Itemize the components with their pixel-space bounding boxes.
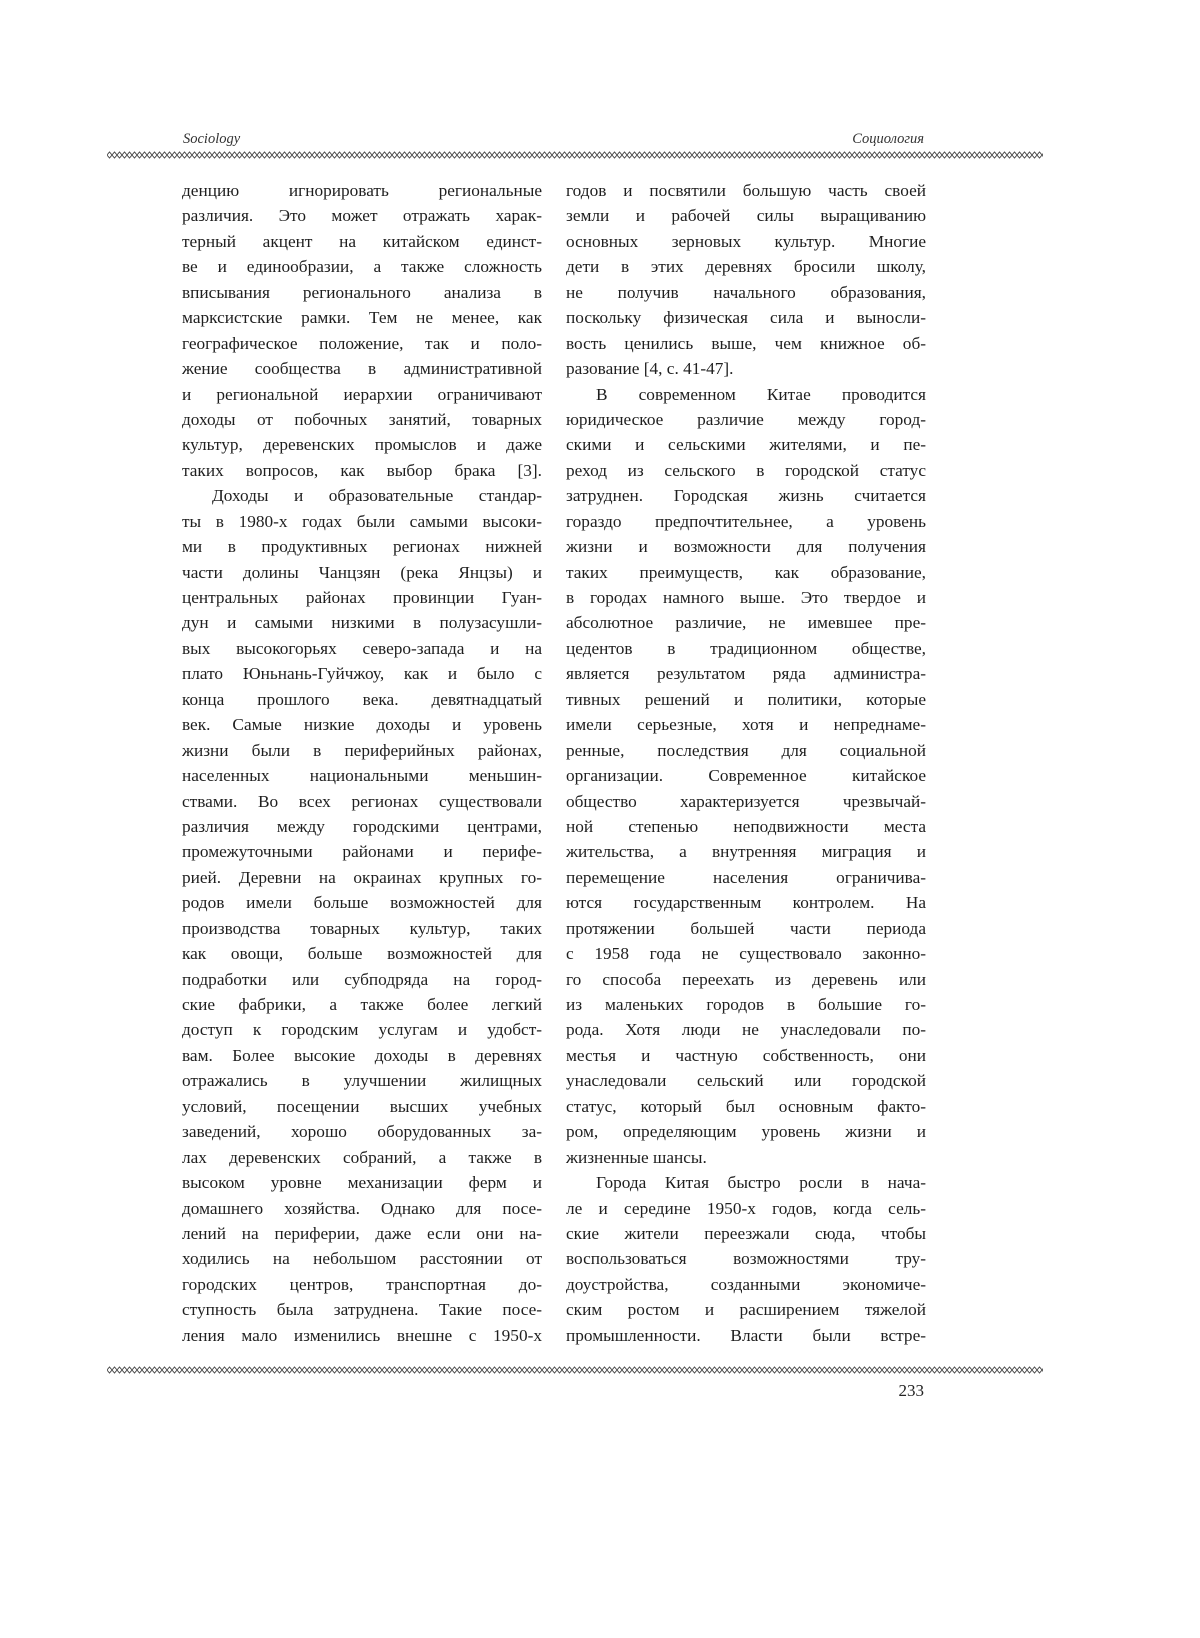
text-line: городских центров, транспортная до- (182, 1272, 542, 1297)
paragraph (566, 178, 926, 382)
text-line: ной степенью неподвижности места (566, 814, 926, 839)
text-line: доступ к городским услугам и удобст- (182, 1017, 542, 1042)
text-line: ским ростом и расширением тяжелой (566, 1297, 926, 1322)
text-line: условий, посещении высших учебных (182, 1094, 542, 1119)
text-line: ходились на небольшом расстоянии от (182, 1246, 542, 1271)
text-line: промышленности. Власти были встре- (566, 1323, 926, 1348)
text-line: части долины Чанцзян (река Янцзы) и (182, 560, 542, 585)
text-line: жизни и возможности для получения (566, 534, 926, 559)
text-line: ления мало изменились внешне с 1950-х (182, 1323, 542, 1348)
text-line: жительства, а внутренняя миграция и (566, 839, 926, 864)
text-line: цедентов в традиционном обществе, (566, 636, 926, 661)
ornamental-rule-top (107, 151, 1043, 159)
text-line: вых высокогорьях северо-запада и на (182, 636, 542, 661)
text-line: ты в 1980-х годах были самыми высоки- (182, 509, 542, 534)
text-line: перемещение населения ограничива- (566, 865, 926, 890)
paragraph (566, 382, 926, 1171)
text-line: не получив начального образования, (566, 280, 926, 305)
text-line: подработки или субподряда на город- (182, 967, 542, 992)
text-column-right (566, 178, 926, 1348)
paragraph (182, 178, 542, 483)
text-line: общество характеризуется чрезвычай- (566, 789, 926, 814)
text-line: заведений, хорошо оборудованных за- (182, 1119, 542, 1144)
text-line: ренные, последствия для социальной (566, 738, 926, 763)
text-line: с 1958 года не существовало законно- (566, 941, 926, 966)
text-column-left (182, 178, 542, 1348)
text-line: различия между городскими центрами, (182, 814, 542, 839)
text-line: ские фабрики, а также более легкий (182, 992, 542, 1017)
text-line: вость ценились выше, чем книжное об- (566, 331, 926, 356)
text-line: ле и середине 1950-х годов, когда сель- (566, 1196, 926, 1221)
text-line: является результатом ряда администра- (566, 661, 926, 686)
text-line: вам. Более высокие доходы в деревнях (182, 1043, 542, 1068)
text-line: ми в продуктивных регионах нижней (182, 534, 542, 559)
text-line: центральных районах провинции Гуан- (182, 585, 542, 610)
text-line: географическое положение, так и поло- (182, 331, 542, 356)
ornamental-rule-bottom (107, 1366, 1043, 1374)
text-line: тивных решений и политики, которые (566, 687, 926, 712)
text-line: вписывания регионального анализа в (182, 280, 542, 305)
text-line: отражались в улучшении жилищных (182, 1068, 542, 1093)
text-line: различия. Это может отражать харак- (182, 203, 542, 228)
text-line: таких преимуществ, как образование, (566, 560, 926, 585)
text-line: из маленьких городов в большие го- (566, 992, 926, 1017)
text-line: земли и рабочей силы выращиванию (566, 203, 926, 228)
text-line: марксистские рамки. Тем не менее, как (182, 305, 542, 330)
text-line: в городах намного выше. Это твердое и (566, 585, 926, 610)
text-line: юридическое различие между город- (566, 407, 926, 432)
text-line: ются государственным контролем. На (566, 890, 926, 915)
text-line: ве и единообразии, а также сложность (182, 254, 542, 279)
text-line: дети в этих деревнях бросили школу, (566, 254, 926, 279)
text-line: ром, определяющим уровень жизни и (566, 1119, 926, 1144)
text-line: ские жители переезжали сюда, чтобы (566, 1221, 926, 1246)
text-line: плато Юньнань-Гуйчжоу, как и было с (182, 661, 542, 686)
paragraph (566, 1170, 926, 1348)
text-line: гораздо предпочтительнее, а уровень (566, 509, 926, 534)
text-line: доустройства, созданными экономиче- (566, 1272, 926, 1297)
text-line: дун и самыми низкими в полузасушли- (182, 610, 542, 635)
text-line: рода. Хотя люди не унаследовали по- (566, 1017, 926, 1042)
text-line: родов имели больше возможностей для (182, 890, 542, 915)
text-line: местья и частную собственность, они (566, 1043, 926, 1068)
text-line: унаследовали сельский или городской (566, 1068, 926, 1093)
text-line: доходы от побочных занятий, товарных (182, 407, 542, 432)
text-line: ступность была затруднена. Такие посе- (182, 1297, 542, 1322)
text-line: как овощи, больше возможностей для (182, 941, 542, 966)
text-line: жизненные шансы. (566, 1145, 926, 1170)
text-line: ствами. Во всех регионах существовали (182, 789, 542, 814)
text-line: абсолютное различие, не имевшее пре- (566, 610, 926, 635)
text-line: основных зерновых культур. Многие (566, 229, 926, 254)
page-number: 233 (899, 1381, 925, 1401)
text-line: рией. Деревни на окраинах крупных го- (182, 865, 542, 890)
text-line: годов и посвятили большую часть своей (566, 178, 926, 203)
text-line: Города Китая быстро росли в нача- (566, 1170, 926, 1195)
running-header-left: Sociology (183, 131, 240, 148)
text-line: и региональной иерархии ограничивают (182, 382, 542, 407)
text-line: культур, деревенских промыслов и даже (182, 432, 542, 457)
text-line: промежуточными районами и перифе- (182, 839, 542, 864)
text-line: воспользоваться возможностями тру- (566, 1246, 926, 1271)
text-line: терный акцент на китайском единст- (182, 229, 542, 254)
text-line: скими и сельскими жителями, и пе- (566, 432, 926, 457)
text-line: высоком уровне механизации ферм и (182, 1170, 542, 1195)
running-header-right: Социология (852, 131, 924, 148)
text-line: протяжении большей части периода (566, 916, 926, 941)
text-line: век. Самые низкие доходы и уровень (182, 712, 542, 737)
text-line: лах деревенских собраний, а также в (182, 1145, 542, 1170)
text-line: жение сообщества в административной (182, 356, 542, 381)
text-line: конца прошлого века. девятнадцатый (182, 687, 542, 712)
text-line: домашнего хозяйства. Однако для посе- (182, 1196, 542, 1221)
text-line: реход из сельского в городской статус (566, 458, 926, 483)
text-line: затруднен. Городская жизнь считается (566, 483, 926, 508)
text-line: го способа переехать из деревень или (566, 967, 926, 992)
text-line: населенных национальными меньшин- (182, 763, 542, 788)
text-line: имели серьезные, хотя и непреднаме- (566, 712, 926, 737)
text-line: жизни были в периферийных районах, (182, 738, 542, 763)
text-line: организации. Современное китайское (566, 763, 926, 788)
text-line: В современном Китае проводится (566, 382, 926, 407)
text-line: лений на периферии, даже если они на- (182, 1221, 542, 1246)
text-line: поскольку физическая сила и выносли- (566, 305, 926, 330)
paragraph (182, 483, 542, 1348)
text-line: разование [4, с. 41-47]. (566, 356, 926, 381)
text-line: денцию игнорировать региональные (182, 178, 542, 203)
text-line: статус, который был основным факто- (566, 1094, 926, 1119)
text-line: Доходы и образовательные стандар- (182, 483, 542, 508)
text-line: производства товарных культур, таких (182, 916, 542, 941)
text-line: таких вопросов, как выбор брака [3]. (182, 458, 542, 483)
